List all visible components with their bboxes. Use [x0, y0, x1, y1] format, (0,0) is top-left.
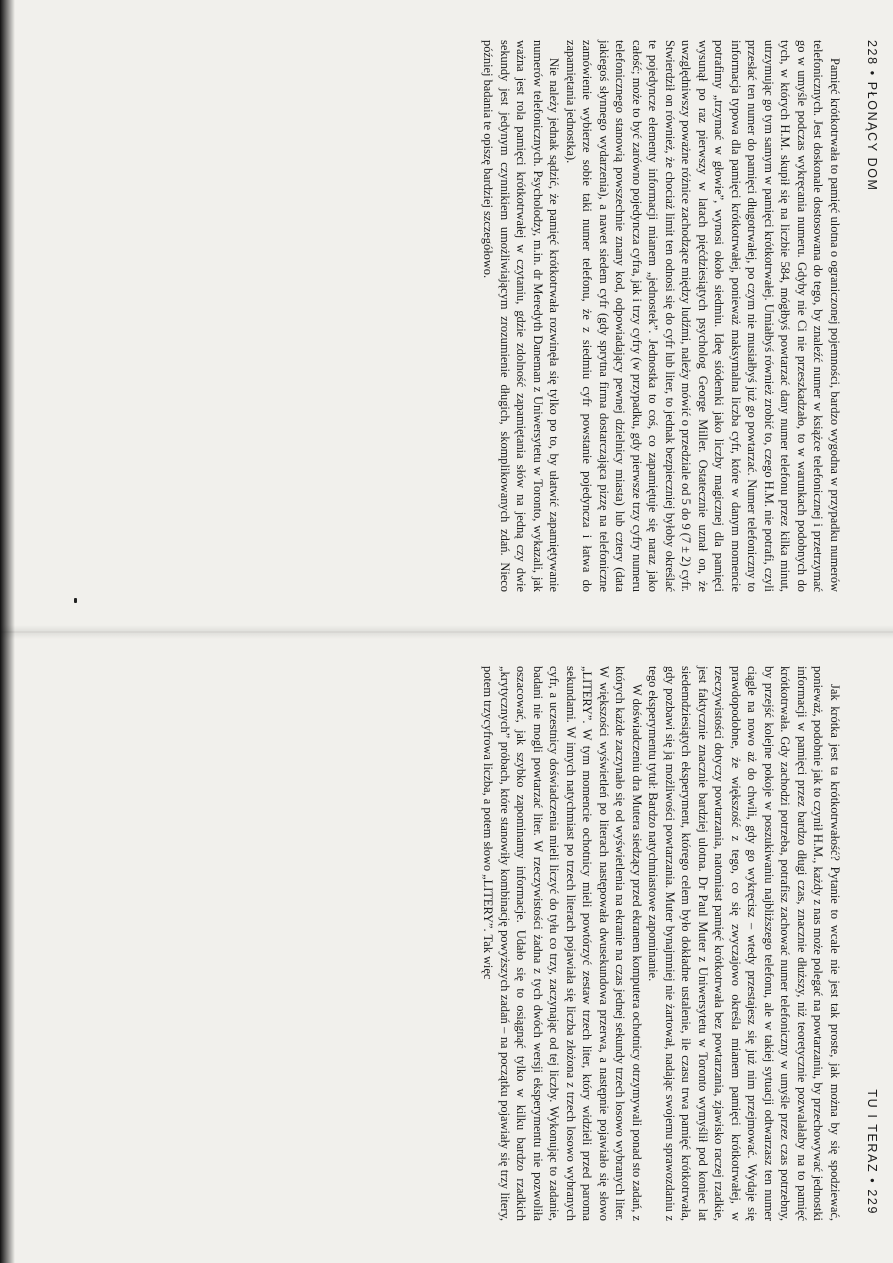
paragraph: Jak krótka jest ta krótkotrwałość? Pytanie to wcale nie jest tak proste, jak można by się spodziewać, ponieważ, podobnie jak to czynił H.M., każdy z nas może polegać na powtarzaniu, by przechowywać jednostki informacji w pamięci przez bardzo długi czas, znacznie dłuższy, niż teoretycznie pozwalałaby na to pamięć krótkotrwała. Gdy zachodzi potrzeba, potrafisz zachować numer telefoniczny w umyśle przez czas potrzebny, by przejść kolejne pokoje w poszukiwaniu najbliższego telefonu, ale w takiej sytuacji odtwarzasz ten numer ciągle na nowo aż do chwili, gdy go wykręcisz – wtedy przestajesz się już nim przejmować. Wydaje się prawdopodobne, że większość z tego, co się zwyczajowo określa mianem pamięci krótkotrwałej, w rzeczywistości dotyczy powtarzania, natomiast pamięć krótkotrwała bez powtarzania, zjawisko raczej rzadkie, jest faktycznie znacznie bardziej ulotna. Dr Paul Muter z Uniwersytetu w Toronto wymyślił pod koniec lat siedemdziesiątych eksperyment, którego celem było dokładne ustalenie, ile czasu trwa pamięć krótkotrwała, gdy pozbawi się ją możliwości powtarzania. Muter bynajmniej nie żartował, nadając swojemu sprawozdaniu z tego eksperymentu tytuł: Bardzo natychmiastowe zapominanie.	[646, 666, 842, 1221]
paragraph: Nie należy jednak sądzić, że pamięć krótkotrwała rozwinęła się tylko po to, by ułatwić zapamiętywanie numerów telefonicznych. Psycholodzy, m.in. dr Meredyth Daneman z Uniwersytetu w Toronto, wykazali, jak ważna jest rola pamięci krótkotrwałej w czytaniu, gdzie zdolność zapamiętania słów na jedną czy dwie sekundy jest jedynym czynnikiem umożliwiającym zrozumienie długich, skomplikowanych zdań. Nieco później badania te opiszę bardziej szczegółowo.	[481, 40, 562, 592]
scan-edge-shadow	[0, 0, 15, 1263]
paragraph: W doświadczeniu dra Mutera siedzący przed ekranem komputera ochotnicy otrzymywali ponad sto zadań, z których każde zaczynało się od wyświetlenia na ekranie na czas jednej sekundy trzech losowo wybranych liter. W większości wyświetleń po literach następowała dwusekundowa przerwa, a następnie pojawiało się słowo „LITERY”. W tym momencie ochotnicy mieli powtórzyć zestaw trzech liter, który widzieli przed paroma sekundami. W innych natychmiast po trzech literach pojawiała się liczba złożona z trzech losowo wybranych cyfr, a uczestnicy doświadczenia mieli liczyć do tyłu co trzy, zaczynając od tej liczby. Wykonując to zadanie, badani nie mogli powtarzać liter. W rzeczywistości żadna z tych dwóch wersji eksperymentu nie pozwoliła oszacować, jak szybko zapominamy informacje. Udało się to osiągnąć tylko w kilku bardzo rzadkich „krytycznych” próbach, które stanowiły kombinację powyższych zadań – na początku pojawiały się trzy litery, potem trzycyfrowa liczba, a potem słowo „LITERY”. Tak więc	[481, 666, 644, 1221]
running-head-left: 228 • PŁONĄCY DOM	[865, 40, 879, 192]
left-text-block	[480, 40, 843, 592]
running-head-right: TU I TERAZ • 229	[865, 1089, 879, 1215]
right-text-block	[480, 666, 843, 1221]
paragraph: Pamięć krótkotrwała to pamięć ulotna o ograniczonej pojemności, bardzo wygodna w przypadku numerów telefonicznych. Jest doskonale dostosowana do tego, by znaleźć numer w książce telefonicznej i przetrzymać go w umyśle podczas wykręcania numeru. Gdyby nie Ci nie przeszkadzało, to w warunkach podobnych do tych, w których H.M. skupił się na liczbie 584, mógłbyś powtarzać dany numer telefonu przez kilka minut, utrzymując go tym samym w pamięci krótkotrwałej. Umiałbyś również zrobić to, czego H.M. nie potrafi, czyli przesłać ten numer do pamięci długotrwałej, po czym nie musiałbyś już go powtarzać. Numer telefoniczny to informacja typowa dla pamięci krótkotrwałej, ponieważ maksymalna liczba cyfr, które w danym momencie potrafimy „trzymać w głowie”, wynosi około siedmiu. Ideę siódemki jako liczby magicznej dla pamięci wysunął po raz pierwszy w latach pięćdziesiątych psycholog George Miller. Ostatecznie uznał on, że uwzględniwszy poważne różnice zachodzące między ludźmi, należy mówić o przedziale od 5 do 9 (7 ± 2) cyfr. Stwierdził on również, że chociaż limit ten odnosi się do cyfr lub liter, to jednak bezpieczniej byłoby określać te pojedyncze elementy informacji mianem „jednostek”. Jednostka to coś, co zapamiętuje się naraz jako całość; może to być zarówno pojedyncza cyfra, jak i trzy cyfry (w przypadku, gdy pierwsze trzy cyfry numeru telefonicznego stanowią powszechnie znany kod, odpowiadający pewnej dzielnicy miasta) lub cztery (data jakiegoś słynnego wydarzenia), a nawet siedem cyfr (gdy sprytna firma dostarczająca pizzę na telefoniczne zamówienie wybierze sobie taki numer telefonu, że z siedmiu cyfr powstanie pojedyncza i łatwa do zapamiętania jednostka).	[564, 40, 842, 592]
left-page	[0, 0, 893, 631]
ink-mark	[74, 598, 77, 603]
right-page	[0, 632, 893, 1263]
